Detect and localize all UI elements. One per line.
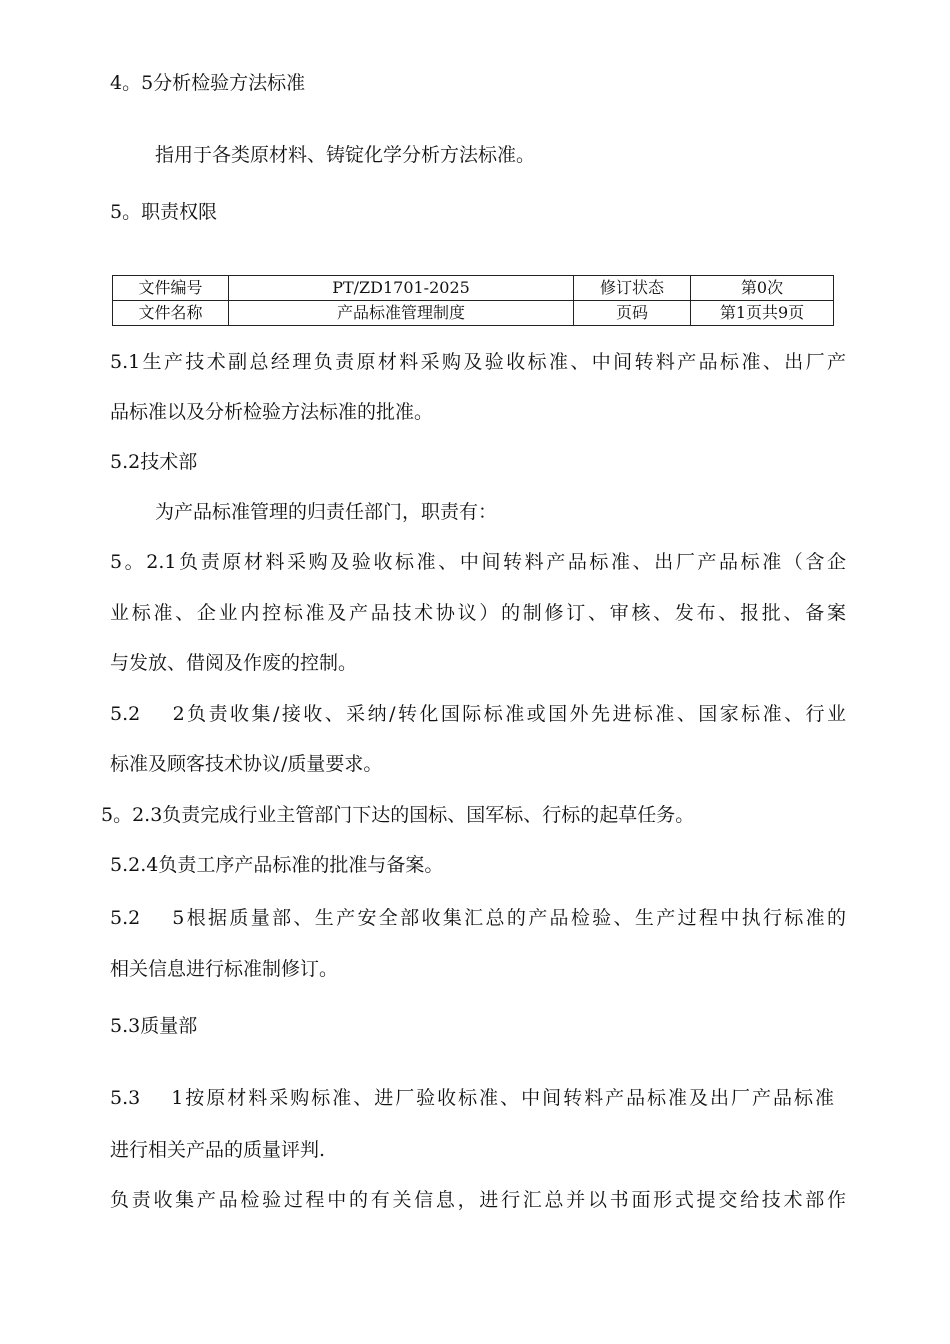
- section-heading-5: 5。职责权限: [110, 201, 218, 223]
- paragraph-5-2-2-line1: 5.2 2负责收集/接收、采纳/转化国际标准或国外先进标准、国家标准、行业: [110, 703, 846, 725]
- paragraph-5-2-1-line3: 与发放、借阅及作废的控制。: [110, 652, 358, 674]
- paragraph-5-1-line2: 品标准以及分析检验方法标准的批准。: [110, 401, 434, 423]
- header-label-revision: 修订状态: [574, 276, 691, 301]
- paragraph-5-3-1-line2: 进行相关产品的质量评判.: [110, 1139, 326, 1161]
- header-value-doc-name: 产品标准管理制度: [229, 301, 574, 326]
- paragraph-5-2-2-line2: 标准及顾客技术协议/质量要求。: [110, 753, 383, 775]
- paragraph-5-1-line1: 5.1生产技术副总经理负责原材料采购及验收标准、中间转料产品标准、出厂产: [110, 351, 846, 373]
- table-row: [113, 301, 834, 326]
- paragraph-5-2-5-line2: 相关信息进行标准制修订。: [110, 958, 339, 980]
- paragraph-text: 负责收集产品检验过程中的有关信息，进行汇总并以书面形式提交给技术部作: [110, 1189, 846, 1211]
- paragraph-text: 为产品标准管理的归责任部门，职责有：: [155, 501, 498, 523]
- header-value-page: 第1页共9页: [691, 301, 834, 326]
- header-label-page: 页码: [574, 301, 691, 326]
- paragraph-5-2-3: 5。2.3负责完成行业主管部门下达的国标、国军标、行标的起草任务。: [101, 804, 695, 826]
- section-heading-5-3: 5.3质量部: [110, 1015, 198, 1037]
- paragraph-5-2-1-line1: 5。2.1负责原材料采购及验收标准、中间转料产品标准、出厂产品标准（含企: [110, 551, 846, 573]
- paragraph-5-2-1-line2: 业标准、企业内控标准及产品技术协议）的制修订、审核、发布、报批、备案: [110, 602, 846, 624]
- paragraph-5-2-5-line1: 5.2 5根据质量部、生产安全部收集汇总的产品检验、生产过程中执行标准的: [110, 907, 846, 929]
- header-label-doc-number: 文件编号: [113, 276, 229, 301]
- paragraph-5-2-4: 5.2.4负责工序产品标准的批准与备案。: [110, 854, 444, 876]
- table-row: [113, 276, 834, 301]
- paragraph-5-3-1-line1: 5.3 1按原材料采购标准、进厂验收标准、中间转料产品标准及出厂产品标准: [110, 1087, 834, 1109]
- header-value-revision: 第0次: [691, 276, 834, 301]
- section-heading-4-5: 4。5分析检验方法标准: [110, 72, 306, 94]
- section-heading-5-2: 5.2技术部: [110, 451, 198, 473]
- header-value-doc-number: PT/ZD1701-2025: [229, 276, 574, 301]
- header-label-doc-name: 文件名称: [113, 301, 229, 326]
- document-header-table: [112, 275, 834, 326]
- paragraph-text: 指用于各类原材料、铸锭化学分析方法标准。: [155, 144, 536, 166]
